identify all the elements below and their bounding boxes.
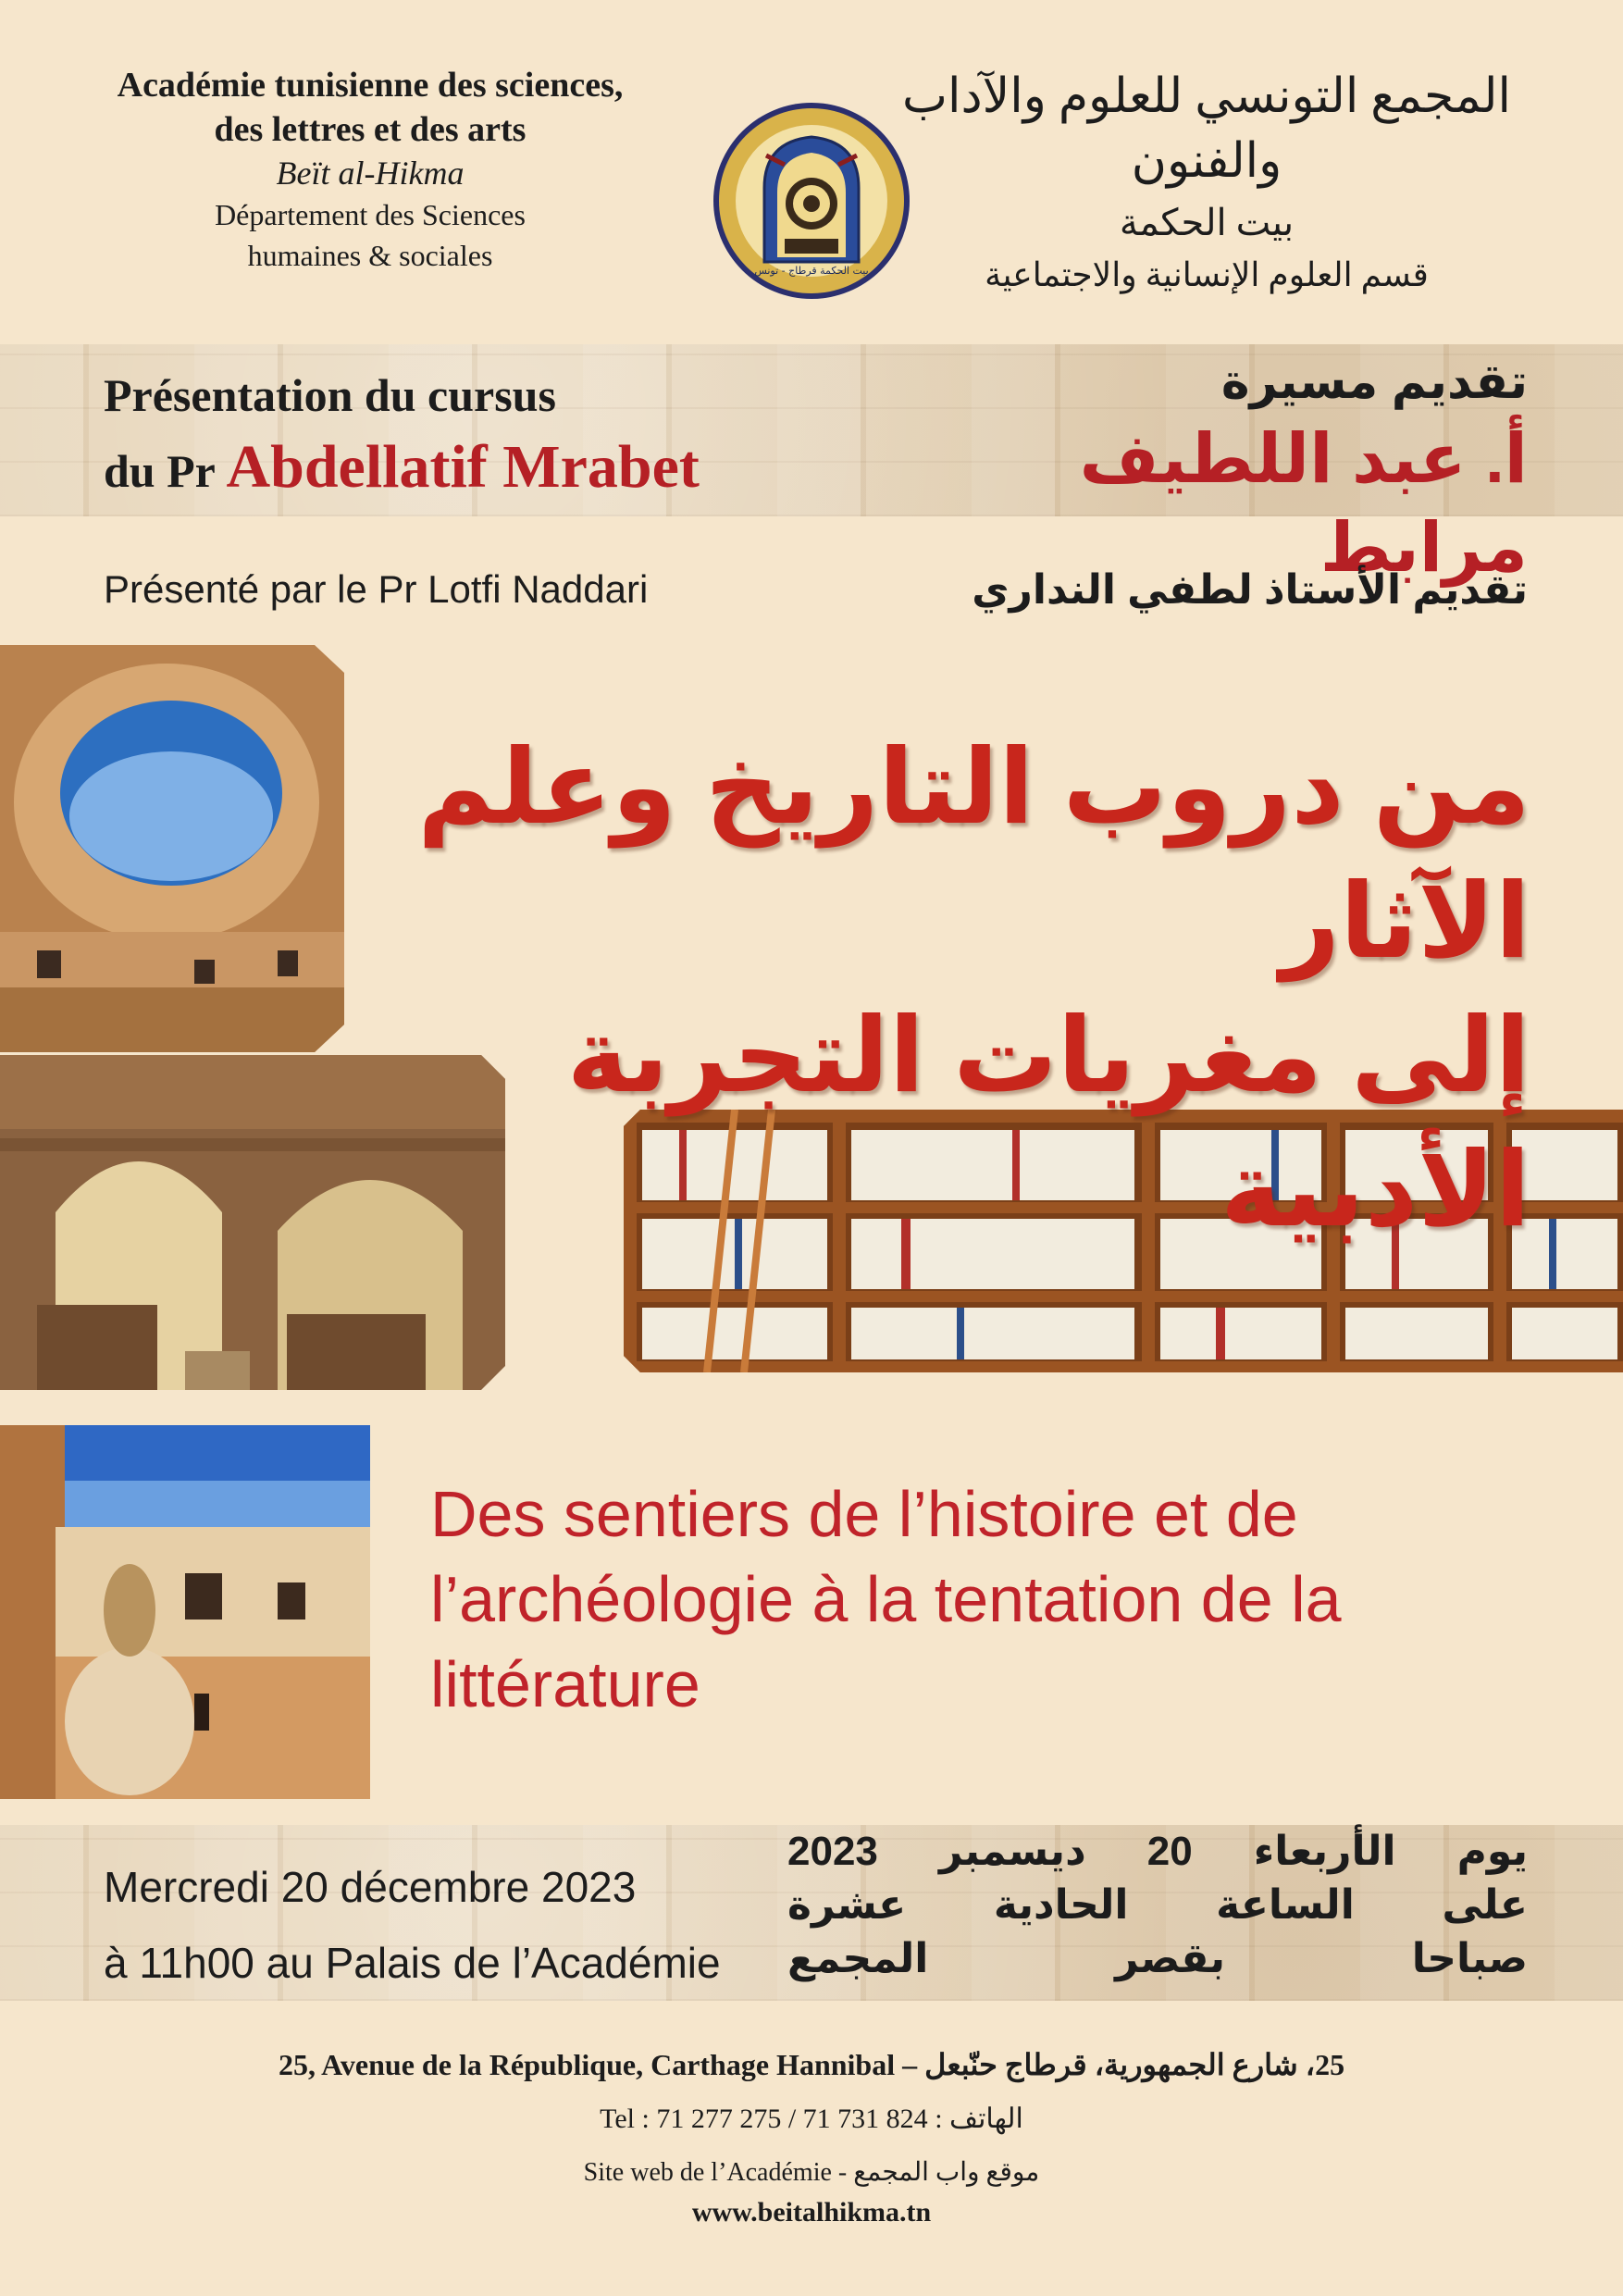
event-place-ar: صباحا بقصر المجمع xyxy=(787,1936,1528,1981)
professor-name-fr: Abdellatif Mrabet xyxy=(226,433,700,501)
photo-troglodyte-courtyard xyxy=(0,645,344,1052)
presentation-french xyxy=(104,359,700,507)
presentation-title-ar: تقديم مسيرة xyxy=(1220,355,1528,409)
department-line2: humaines & sociales xyxy=(247,239,493,272)
presenter-french: Présenté par le Pr Lotfi Naddari xyxy=(104,567,649,611)
academy-name-arabic: المجمع التونسي للعلوم والآداب والفنون xyxy=(902,70,1511,188)
website-label-french: Site web de l’Académie - xyxy=(583,2158,848,2187)
event-date-arabic xyxy=(787,1825,1528,1986)
title-french-line1: Des sentiers de l’histoire et de xyxy=(430,1478,1298,1550)
event-day-fr: Mercredi 20 décembre 2023 xyxy=(104,1863,637,1911)
title-french-line2: l’archéologie à la tentation de la xyxy=(430,1563,1342,1635)
academy-name-line2: des lettres et des arts xyxy=(214,110,527,149)
header-arabic-block xyxy=(892,65,1521,298)
event-time-place-fr: à 11h00 au Palais de l’Académie xyxy=(104,1939,721,1987)
header-french-block xyxy=(56,63,685,276)
address-arabic: 25، شارع الجمهورية، قرطاج حنّبعل xyxy=(924,2048,1345,2081)
academy-subtitle-arabic: بيت الحكمة xyxy=(1119,202,1295,243)
address-line xyxy=(0,2047,1623,2082)
event-date-french xyxy=(104,1849,721,2001)
website-url[interactable]: www.beitalhikma.tn xyxy=(691,2197,932,2228)
presenter-arabic: تقديم الأستاذ لطفي النداري xyxy=(972,567,1528,613)
telephone-label-arabic: الهاتف : xyxy=(935,2104,1023,2134)
professor-name-ar: أ. عبد اللطيف مرابط xyxy=(1079,420,1528,586)
department-arabic: قسم العلوم الإنسانية والاجتماعية xyxy=(985,256,1429,293)
title-arabic-line1: من دروب التاريخ وعلم الآثار xyxy=(417,729,1530,979)
title-french-line3: littérature xyxy=(430,1648,700,1720)
title-french xyxy=(430,1471,1587,1727)
telephone-numbers: Tel : 71 277 275 / 71 731 824 xyxy=(600,2104,928,2134)
presentation-title-fr: Présentation du cursus xyxy=(104,369,556,421)
academy-subtitle: Beït al-Hikma xyxy=(276,155,465,192)
event-day-ar: يوم الأربعاء 20 ديسمبر 2023 xyxy=(787,1829,1528,1874)
telephone-line xyxy=(0,2103,1623,2135)
department-line1: Département des Sciences xyxy=(215,198,526,231)
academy-name-line1: Académie tunisienne des sciences, xyxy=(117,66,624,105)
event-time-ar: على الساعة الحادية عشرة xyxy=(787,1882,1528,1928)
website-label-arabic: موقع واب المجمع xyxy=(853,2158,1040,2187)
photo-matmata-courtyard xyxy=(0,1425,370,1799)
presentation-name-row-fr xyxy=(104,431,700,507)
academy-seal-logo xyxy=(711,100,912,302)
presentation-arabic xyxy=(880,350,1528,592)
address-french: 25, Avenue de la République, Carthage Hannibal – xyxy=(278,2048,918,2081)
title-arabic-line2: إلى مغريات التجربة الأدبية xyxy=(566,998,1530,1247)
seal-caption: بيت الحكمة قرطاج - تونس xyxy=(754,265,869,277)
title-arabic xyxy=(328,720,1530,1257)
website-label-line xyxy=(0,2156,1623,2188)
presentation-prefix-fr: du Pr xyxy=(104,445,227,497)
